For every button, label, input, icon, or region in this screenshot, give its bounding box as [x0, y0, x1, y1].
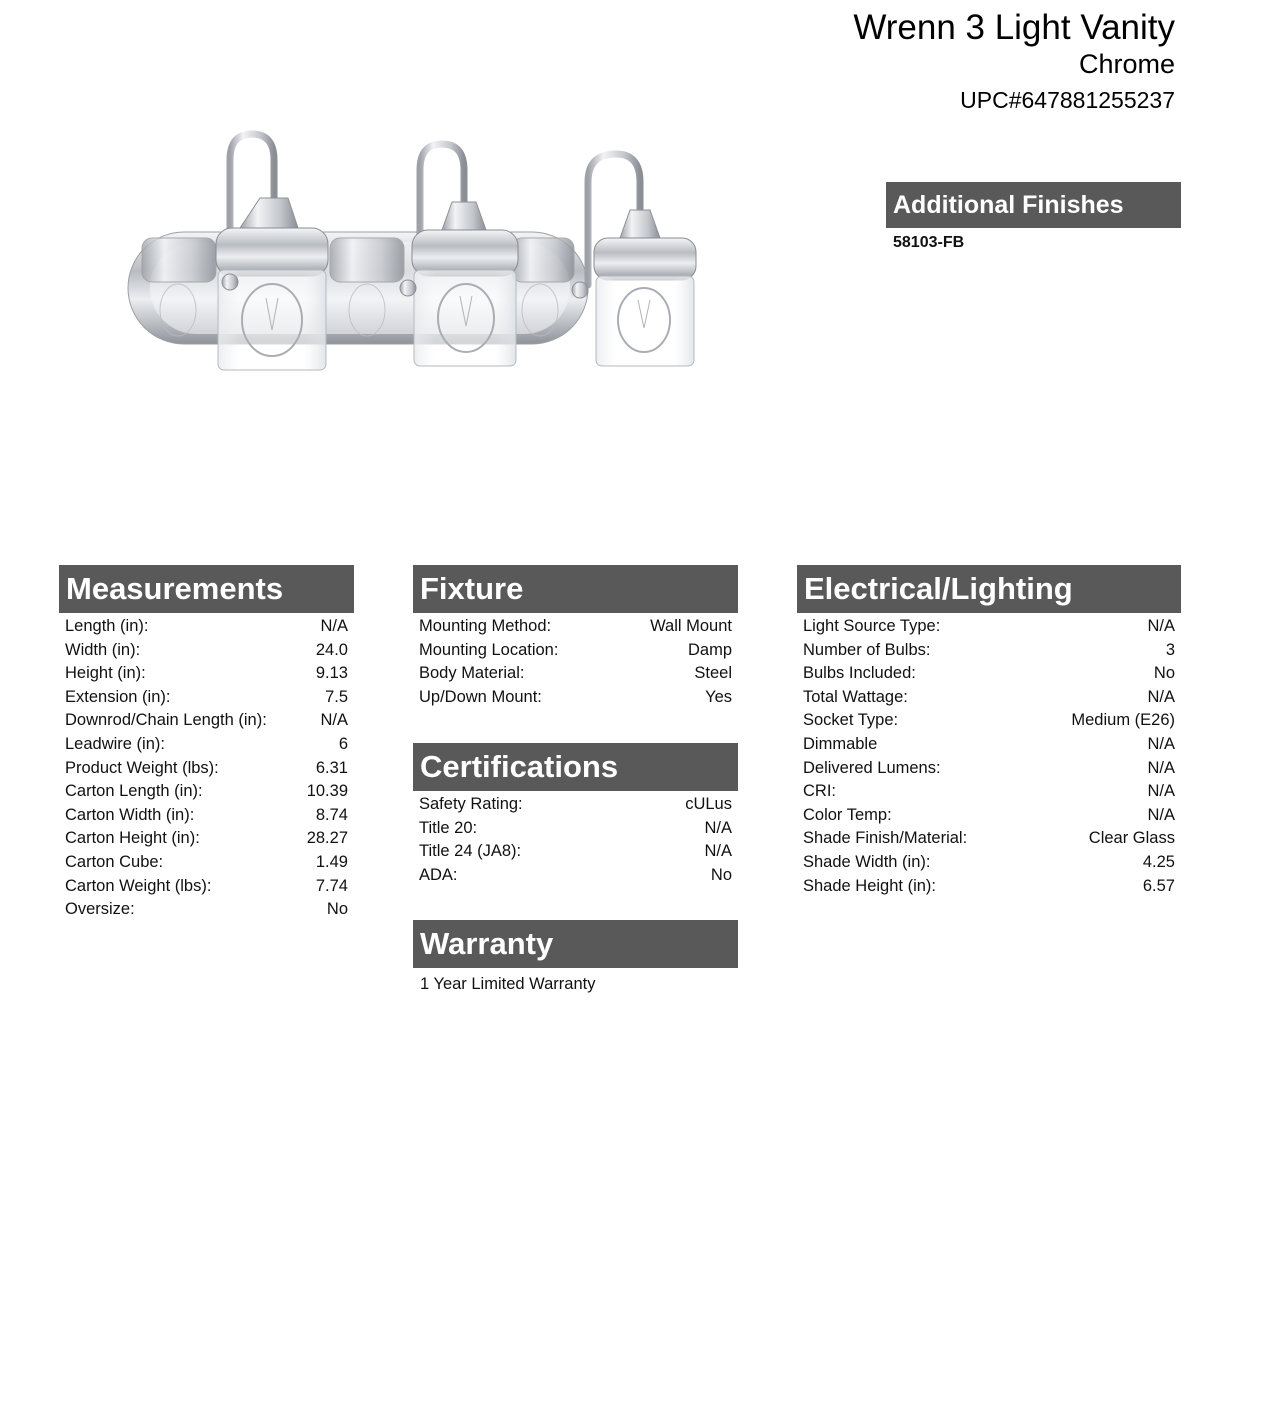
spec-row: [803, 780, 1175, 804]
warranty-text: 1 Year Limited Warranty: [420, 975, 596, 993]
spec-row: [803, 733, 1175, 757]
product-image: [120, 120, 710, 390]
spec-label: Mounting Location:: [419, 640, 559, 659]
spec-row: [419, 840, 732, 864]
spec-row: [803, 827, 1175, 851]
spec-value: Medium (E26): [1071, 711, 1175, 730]
spec-value: N/A: [1147, 758, 1175, 777]
measurements-rows: [59, 613, 354, 922]
spec-row: [419, 639, 732, 663]
warranty-section: [413, 920, 738, 996]
spec-row: [65, 639, 348, 663]
spec-label: Socket Type:: [803, 711, 899, 730]
measurements-section: [59, 565, 354, 922]
spec-label: Mounting Method:: [419, 617, 552, 635]
spec-value: 6.31: [315, 758, 348, 777]
spec-row: [803, 875, 1175, 899]
spec-label: Delivered Lumens:: [803, 758, 941, 777]
spec-label: Bulbs Included:: [803, 664, 916, 683]
additional-finishes: [886, 182, 1181, 252]
product-finish: Chrome: [1078, 49, 1175, 79]
spec-value: 7.5: [325, 687, 348, 706]
electrical-section: [797, 565, 1181, 898]
light-1: [216, 134, 328, 370]
spec-label: Safety Rating:: [419, 795, 523, 813]
spec-row: [65, 851, 348, 875]
spec-label: CRI:: [803, 782, 836, 801]
spec-row: [803, 804, 1175, 828]
spec-value: 24.0: [315, 640, 348, 659]
spec-value: cULus: [685, 795, 732, 813]
spec-label: Downrod/Chain Length (in):: [65, 711, 267, 730]
spec-row: [65, 686, 348, 710]
spec-row: [65, 827, 348, 851]
spec-value: No: [1153, 664, 1175, 683]
spec-label: Body Material:: [419, 664, 525, 683]
spec-value: No: [710, 865, 732, 884]
spec-row: [65, 757, 348, 781]
spec-row: [419, 817, 732, 841]
spec-value: Wall Mount: [650, 617, 732, 635]
spec-row: [419, 686, 732, 710]
warranty-header: Warranty: [413, 920, 738, 968]
spec-value: 6.57: [1142, 876, 1175, 895]
spec-row: [419, 662, 732, 686]
spec-row: [65, 615, 348, 639]
spec-row: [65, 898, 348, 922]
product-upc: UPC#647881255237: [960, 87, 1175, 113]
product-title-block: [853, 8, 1175, 114]
spec-label: Oversize:: [65, 900, 135, 919]
spec-row: [803, 851, 1175, 875]
spec-label: Carton Length (in):: [65, 782, 203, 801]
spec-row: [803, 757, 1175, 781]
spec-label: Carton Height (in):: [65, 829, 200, 848]
spec-value: Steel: [694, 664, 732, 683]
spec-value: 7.74: [315, 876, 348, 895]
spec-value: N/A: [1147, 687, 1175, 706]
electrical-rows: [797, 613, 1181, 898]
spec-label: Total Wattage:: [803, 687, 908, 706]
spec-label: Width (in):: [65, 640, 141, 659]
spec-label: Carton Weight (lbs):: [65, 876, 212, 895]
spec-row: [803, 662, 1175, 686]
electrical-header: Electrical/Lighting: [797, 565, 1181, 613]
spec-value: Damp: [687, 640, 732, 659]
spec-row: [65, 662, 348, 686]
spec-value: 1.49: [315, 852, 348, 871]
spec-label: Length (in):: [65, 617, 149, 635]
spec-label: Shade Height (in):: [803, 876, 936, 895]
spec-row: [65, 875, 348, 899]
spec-row: [803, 615, 1175, 639]
spec-value: 8.74: [315, 805, 348, 824]
spec-value: Yes: [705, 687, 732, 706]
spec-value: 9.13: [315, 664, 348, 683]
spec-label: Number of Bulbs:: [803, 640, 931, 659]
spec-value: N/A: [704, 818, 732, 837]
spec-value: N/A: [704, 842, 732, 861]
spec-row: [419, 793, 732, 817]
spec-label: ADA:: [419, 865, 458, 884]
spec-label: Up/Down Mount:: [419, 687, 542, 706]
spec-value: No: [326, 900, 348, 919]
spec-value: N/A: [320, 617, 348, 635]
certifications-rows: [413, 791, 738, 887]
spec-label: Leadwire (in):: [65, 734, 165, 753]
spec-label: Product Weight (lbs):: [65, 758, 219, 777]
spec-value: N/A: [1147, 782, 1175, 801]
fixture-section: [413, 565, 738, 709]
spec-value: 28.27: [306, 829, 348, 848]
spec-value: N/A: [1147, 805, 1175, 824]
product-title: Wrenn 3 Light Vanity: [853, 8, 1175, 47]
fixture-rows: [413, 613, 738, 709]
spec-value: Clear Glass: [1088, 829, 1175, 848]
spec-label: Light Source Type:: [803, 617, 941, 635]
spec-label: Color Temp:: [803, 805, 892, 824]
spec-row: [419, 615, 732, 639]
spec-value: N/A: [320, 711, 348, 730]
spec-row: [65, 804, 348, 828]
spec-label: Height (in):: [65, 664, 146, 683]
spec-label: Title 24 (JA8):: [419, 842, 522, 861]
spec-value: 4.25: [1142, 852, 1175, 871]
spec-row: [419, 864, 732, 888]
measurements-header: Measurements: [59, 565, 354, 613]
spec-row: [803, 709, 1175, 733]
spec-row: [803, 686, 1175, 710]
spec-value: N/A: [1147, 734, 1175, 753]
spec-label: Carton Width (in):: [65, 805, 195, 824]
certifications-section: [413, 743, 738, 887]
spec-value: 10.39: [306, 782, 348, 801]
spec-row: [65, 780, 348, 804]
spec-label: Title 20:: [419, 818, 478, 837]
spec-value: N/A: [1147, 617, 1175, 635]
spec-label: Extension (in):: [65, 687, 171, 706]
spec-label: Dimmable: [803, 734, 878, 753]
fixture-header: Fixture: [413, 565, 738, 613]
spec-row: [65, 709, 348, 733]
light-2: [412, 144, 518, 366]
spec-row: [803, 639, 1175, 663]
spec-row: [65, 733, 348, 757]
additional-finish-item: 58103-FB: [893, 234, 965, 251]
spec-label: Shade Finish/Material:: [803, 829, 968, 848]
certifications-header: Certifications: [413, 743, 738, 791]
spec-value: 6: [338, 734, 348, 753]
spec-label: Shade Width (in):: [803, 852, 931, 871]
spec-label: Carton Cube:: [65, 852, 164, 871]
light-3: [588, 154, 696, 366]
spec-value: 3: [1165, 640, 1175, 659]
additional-finishes-header: Additional Finishes: [886, 182, 1181, 228]
